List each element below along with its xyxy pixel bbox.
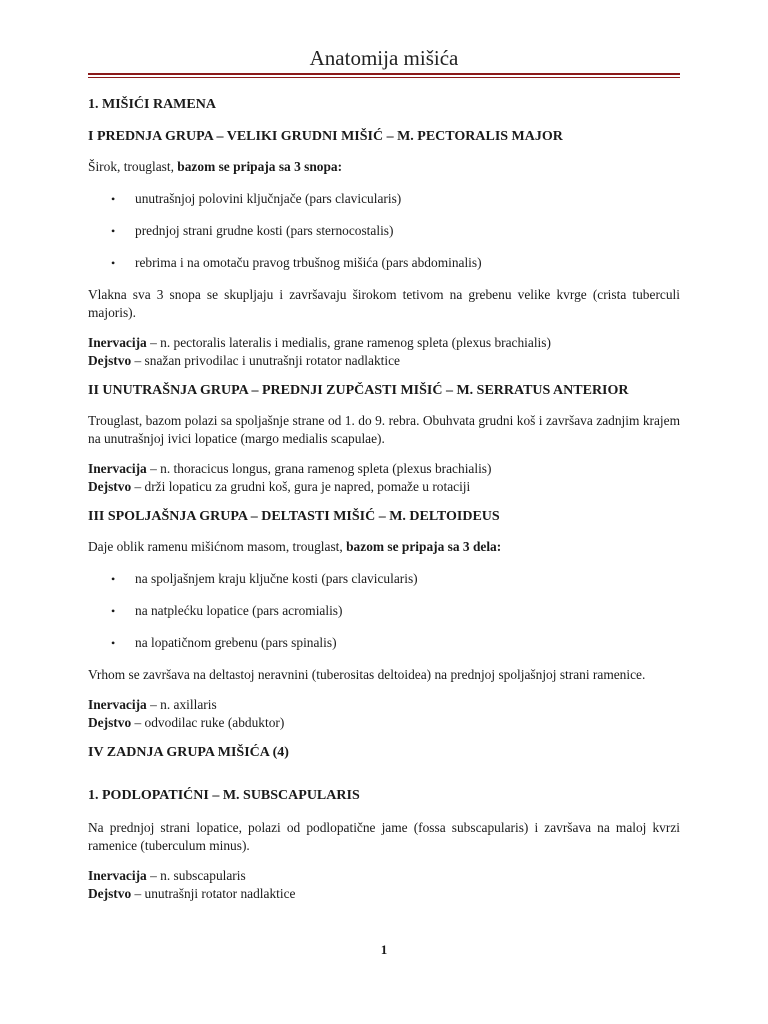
- group3-dejstvo: Dejstvo – odvodilac ruke (abduktor): [88, 715, 285, 730]
- sub1-heading: 1. PODLOPATIĆNI – M. SUBSCAPULARIS: [88, 788, 360, 803]
- group3-bullet-list: [88, 570, 680, 652]
- list-item: • prednjoj strani grudne kosti (pars sternocostalis): [111, 223, 394, 238]
- list-item: • unutrašnjoj polovini ključnjače (pars clavicularis): [111, 191, 402, 206]
- list-item: • na lopatičnom grebenu (pars spinalis): [111, 635, 337, 650]
- list-item: • na spoljašnjem kraju ključne kosti (pars clavicularis): [111, 571, 418, 586]
- bullet-icon: •: [111, 224, 116, 238]
- document-title: Anatomija mišića: [309, 46, 459, 70]
- title-rule: [88, 73, 680, 75]
- group3-paragraph: Vrhom se završava na deltastoj neravnini (tuberositas deltoidea) na prednjoj spoljašnjoj strani ramenice.: [88, 667, 646, 682]
- group3-heading: III SPOLJAŠNJA GRUPA – DELTASTI MIŠIĆ – M. DELTOIDEUS: [88, 509, 500, 524]
- bullet-icon: •: [111, 636, 116, 650]
- group2-dejstvo: Dejstvo – drži lopaticu za grudni koš, gura je napred, pomaže u rotaciji: [88, 479, 471, 494]
- sub1-inervacija: Inervacija – n. subscapularis: [88, 868, 246, 883]
- group3-intro: Daje oblik ramenu mišićnom masom, trouglast, bazom se pripaja sa 3 dela:: [88, 539, 502, 554]
- list-item: • rebrima i na omotaču pravog trbušnog mišića (pars abdominalis): [111, 255, 482, 270]
- group3-inervacija: Inervacija – n. axillaris: [88, 697, 217, 712]
- group1-inervacija: Inervacija – n. pectoralis lateralis i medialis, grane ramenog spleta (plexus brachialis): [88, 335, 551, 350]
- group1-dejstvo: Dejstvo – snažan privodilac i unutrašnji rotator nadlaktice: [88, 353, 400, 368]
- title-rule-thin: [88, 77, 680, 78]
- group1-heading: I PREDNJA GRUPA – VELIKI GRUDNI MIŠIĆ – M. PECTORALIS MAJOR: [88, 129, 563, 144]
- group1-bullet-list: [88, 190, 680, 272]
- section-heading: 1. MIŠIĆI RAMENA: [88, 97, 216, 112]
- document-body: [88, 92, 680, 903]
- group1-paragraph: Vlakna sva 3 snopa se skupljaju i završavaju širokom tetivom na grebenu velike kvrge (crista tuberculi majoris).: [88, 287, 680, 320]
- sub1-paragraph: Na prednjoj strani lopatice, polazi od podlopatične jame (fossa subscapularis) i završava na maloj kvrzi ramenice (tuberculum minus).: [88, 820, 680, 853]
- bullet-icon: •: [111, 604, 116, 618]
- group2-heading: II UNUTRAŠNJA GRUPA – PREDNJI ZUPČASTI MIŠIĆ – M. SERRATUS ANTERIOR: [88, 383, 629, 398]
- bullet-icon: •: [111, 572, 116, 586]
- bullet-icon: •: [111, 192, 116, 206]
- bullet-icon: •: [111, 256, 116, 270]
- group2-paragraph: Trouglast, bazom polazi sa spoljašnje strane od 1. do 9. rebra. Obuhvata grudni koš i završava zadnjim krajem na unutrašnjoj ivici lopatice (margo medialis scapulae).: [88, 413, 680, 446]
- group1-intro: Širok, trouglast, bazom se pripaja sa 3 snopa:: [88, 159, 343, 174]
- group4-heading: IV ZADNJA GRUPA MIŠIĆA (4): [88, 745, 289, 760]
- group2-inervacija: Inervacija – n. thoracicus longus, grana ramenog spleta (plexus brachialis): [88, 461, 492, 476]
- sub1-dejstvo: Dejstvo – unutrašnji rotator nadlaktice: [88, 886, 296, 901]
- page-number: 1: [380, 942, 388, 957]
- list-item: • na natplećku lopatice (pars acromialis): [111, 603, 343, 618]
